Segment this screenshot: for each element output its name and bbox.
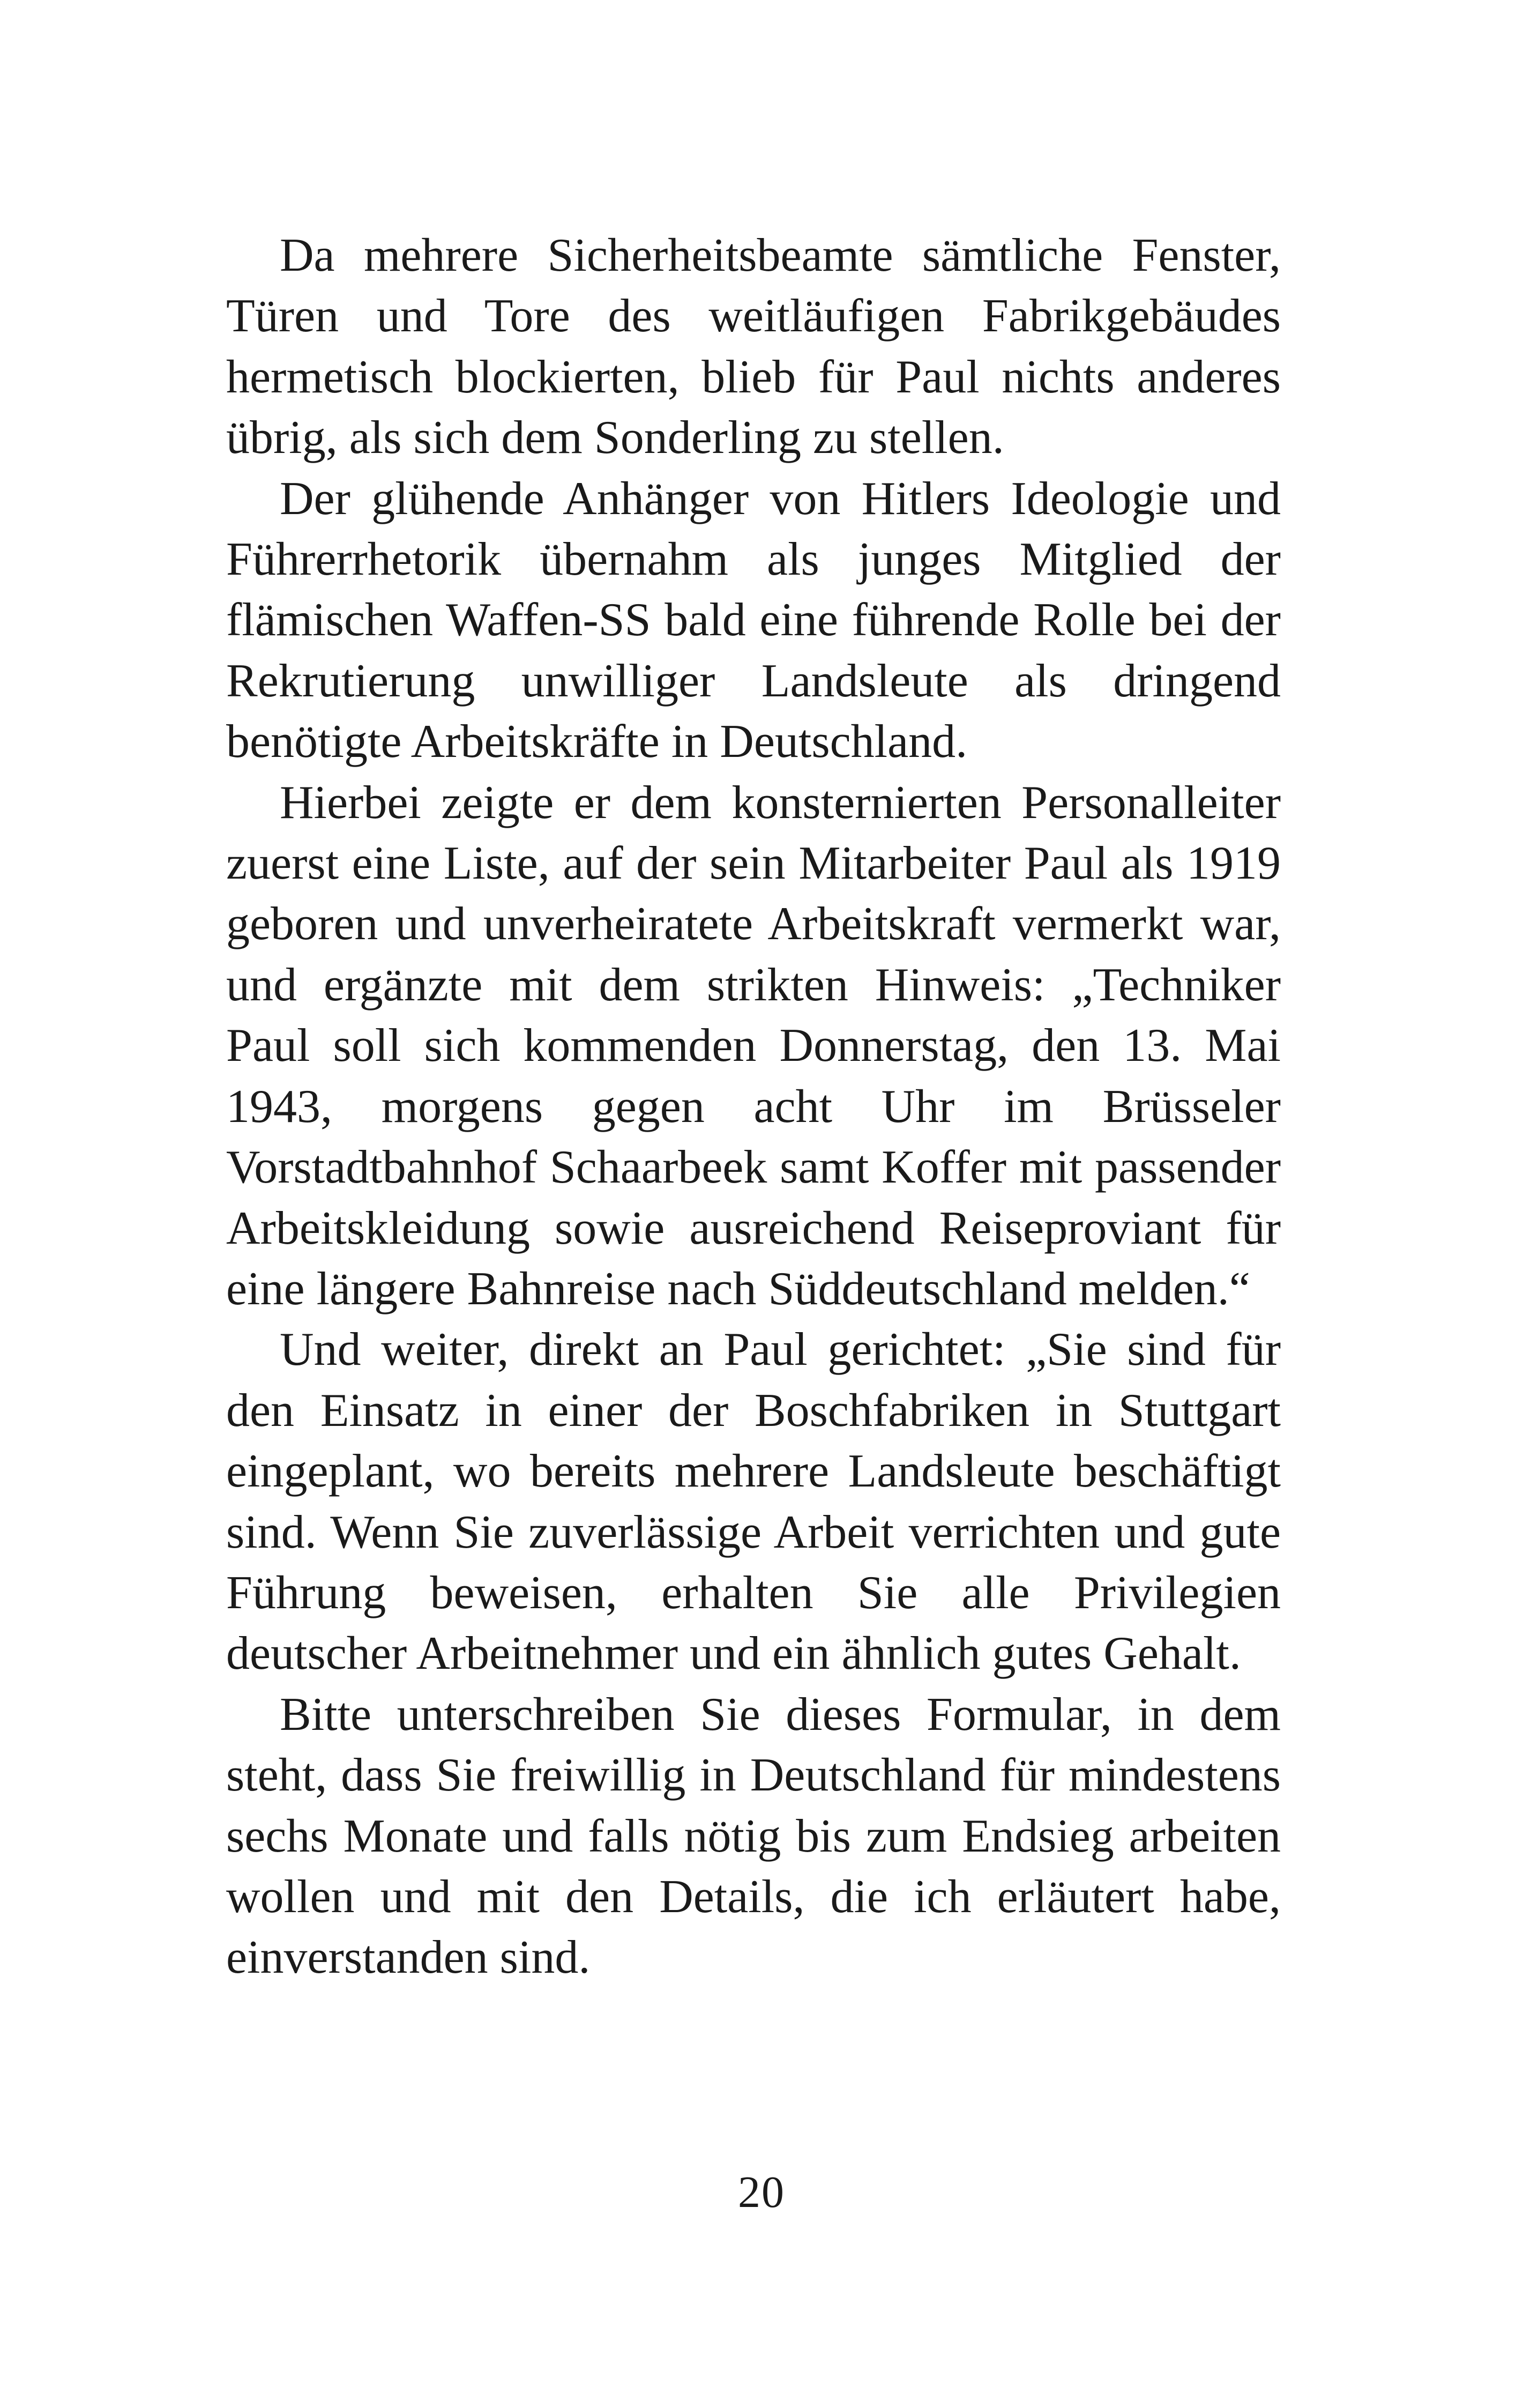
body-text [226, 225, 1281, 1988]
paragraph: Hierbei zeigte er dem konsternierten Personalleiter zuerst eine Liste, auf der sein Mitarbeiter Paul als 1919 geboren und unverheiratete Arbeitskraft vermerkt war, und ergänzte mit dem strikten Hinweis: „Techniker Paul soll sich kommenden Donnerstag, den 13. Mai 1943, morgens gegen acht Uhr im Brüsseler Vorstadtbahnhof Schaarbeek samt Koffer mit passender Arbeitskleidung sowie ausreichend Reiseproviant für eine längere Bahnreise nach Süddeutschland melden.“ [226, 776, 1281, 1315]
paragraph: Bitte unterschreiben Sie dieses Formular, in dem steht, dass Sie freiwillig in Deutschland für mindestens sechs Monate und falls nötig bis zum Endsieg arbeiten wollen und mit den Details, die ich erläutert habe, einverstanden sind. [226, 1688, 1281, 1984]
paragraph: Und weiter, direkt an Paul gerichtet: „Sie sind für den Einsatz in einer der Boschfabriken in Stuttgart eingeplant, wo bereits mehrere Landsleute beschäftigt sind. Wenn Sie zuverlässige Arbeit verrichten und gute Führung beweisen, erhalten Sie alle Privilegien deutscher Arbeitnehmer und ein ähnlich gutes Gehalt. [226, 1324, 1281, 1680]
paragraph: Da mehrere Sicherheitsbeamte sämtliche Fenster, Türen und Tore des weitläufigen Fabrikgebäudes hermetisch blockierten, blieb für Paul nichts anderes übrig, als sich dem Sonderling zu stellen. [226, 229, 1281, 464]
paragraph: Der glühende Anhänger von Hitlers Ideologie und Führerrhetorik übernahm als junges Mitglied der flämischen Waffen-SS bald eine führende Rolle bei der Rekrutierung unwilliger Landsleute als dringend benötigte Arbeitskräfte in Deutschland. [226, 472, 1281, 768]
page-number: 20 [738, 2167, 785, 2217]
